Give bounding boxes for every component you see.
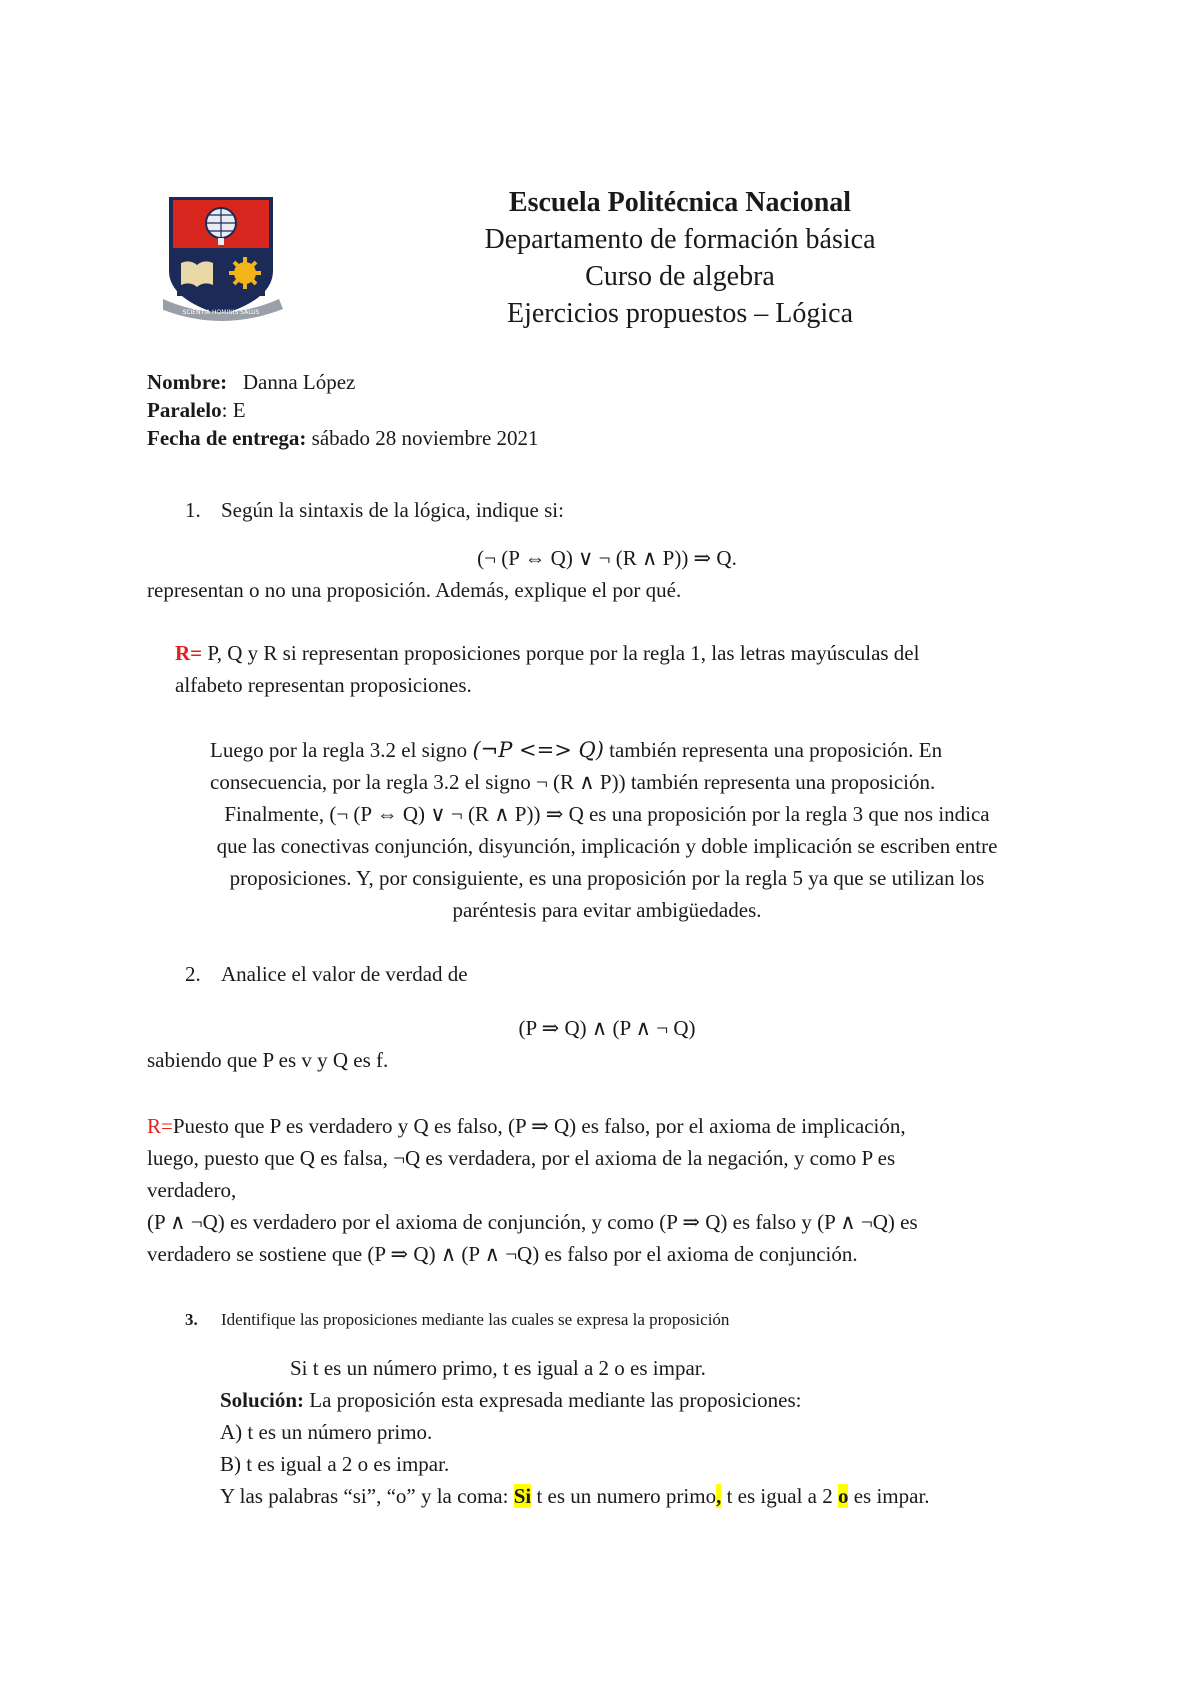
- paralelo-value: : E: [221, 398, 246, 422]
- q2-formula: (P ⇒ Q) ∧ (P ∧ ¬ Q): [518, 1016, 696, 1040]
- university-logo: [163, 195, 288, 333]
- svg-text:SCIENTIA HOMINIS SALUS: SCIENTIA HOMINIS SALUS: [182, 309, 260, 316]
- document-title: Ejercicios propuestos – Lógica: [506, 298, 853, 329]
- q1-prompt: [185, 494, 564, 526]
- q3-connectives-line: Y las palabras “si”, “o” y la coma: Si t es un numero primo, t es igual a 2 o es impar.: [220, 1484, 930, 1508]
- q3-prompt: [185, 1304, 729, 1336]
- q1-para-line6: paréntesis para evitar ambigüedades.: [452, 898, 762, 922]
- q1-para-line1: Luego por la regla 3.2 el signo (¬P <=> Q) también representa una proposición. En: [210, 738, 943, 762]
- q2-answer-line1: R=Puesto que P es verdadero y Q es falso, (P ⇒ Q) es falso, por el axioma de implicación,: [147, 1114, 906, 1138]
- q2-answer-line4: (P ∧ ¬Q) es verdadero por el axioma de conjunción, y como (P ⇒ Q) es falso y (P ∧ ¬Q) es: [147, 1210, 918, 1234]
- institution-name: Escuela Politécnica Nacional: [508, 187, 852, 218]
- q2-r-label: R=: [147, 1114, 173, 1138]
- q2-follow: sabiendo que P es v y Q es f.: [147, 1048, 389, 1072]
- q2-answer-line5: verdadero se sostiene que (P ⇒ Q) ∧ (P ∧ ¬Q) es falso por el axioma de conjunción.: [147, 1242, 858, 1266]
- q1-text: Según la sintaxis de la lógica, indique si:: [221, 498, 564, 522]
- q1-number: 1.: [185, 498, 201, 522]
- q1-para-line2: consecuencia, por la regla 3.2 el signo ¬ (R ∧ P)) también representa una proposición.: [210, 770, 936, 794]
- q1-answer-line2: alfabeto representan proposiciones.: [175, 673, 472, 697]
- name-label: Nombre:: [147, 370, 228, 394]
- q2-number: 2.: [185, 962, 201, 986]
- q2-text: Analice el valor de verdad de: [221, 962, 468, 986]
- q1-formula: (¬ (P ⇔ Q) ∨ ¬ (R ∧ P)) ⇒ Q.: [477, 546, 737, 570]
- paralelo-label: Paralelo: [147, 398, 222, 422]
- q1-answer-line1: R= P, Q y R si representan proposiciones porque por la regla 1, las letras mayúsculas del: [175, 641, 920, 665]
- document-header: [360, 184, 1000, 332]
- q3-statement: Si t es un número primo, t es igual a 2 o es impar.: [290, 1356, 706, 1380]
- fecha-label: Fecha de entrega:: [147, 426, 307, 450]
- q3-number: 3.: [185, 1310, 198, 1329]
- q3-text: Identifique las proposiciones mediante las cuales se expresa la proposición: [221, 1310, 730, 1329]
- highlight-o: o: [837, 1484, 849, 1508]
- q1-para-line5: proposiciones. Y, por consiguiente, es una proposición por la regla 5 ya que se utilizan los: [229, 866, 985, 890]
- q1-para-formula: (¬P <=> Q): [472, 738, 604, 762]
- q3-option-b: B) t es igual a 2 o es impar.: [220, 1452, 450, 1476]
- department-name: Departamento de formación básica: [484, 224, 876, 255]
- q1-para-line3: Finalmente, (¬ (P ⇔ Q) ∨ ¬ (R ∧ P)) ⇒ Q es una proposición por la regla 3 que nos indica: [224, 802, 990, 826]
- q2-prompt: [185, 958, 468, 990]
- q1-follow: representan o no una proposición. Además, explique el por qué.: [147, 578, 682, 602]
- q3-solution-label: Solución:: [220, 1388, 305, 1412]
- name-value: Danna López: [242, 370, 356, 394]
- q2-answer-line3: verdadero,: [147, 1178, 237, 1202]
- course-name: Curso de algebra: [585, 261, 775, 292]
- highlight-si: Si: [513, 1484, 532, 1508]
- q1-r-label: R=: [175, 641, 203, 665]
- q2-answer-line2: luego, puesto que Q es falsa, ¬Q es verdadera, por el axioma de la negación, y como P es: [147, 1146, 896, 1170]
- q3-option-a: A) t es un número primo.: [220, 1420, 433, 1444]
- highlight-comma: ,: [716, 1484, 722, 1508]
- student-info: [147, 368, 539, 452]
- fecha-value: sábado 28 noviembre 2021: [311, 426, 539, 450]
- q3-solution-line: Solución: La proposición esta expresada mediante las proposiciones:: [220, 1388, 802, 1412]
- q1-para-line4: que las conectivas conjunción, disyunción, implicación y doble implicación se escriben entre: [216, 834, 998, 858]
